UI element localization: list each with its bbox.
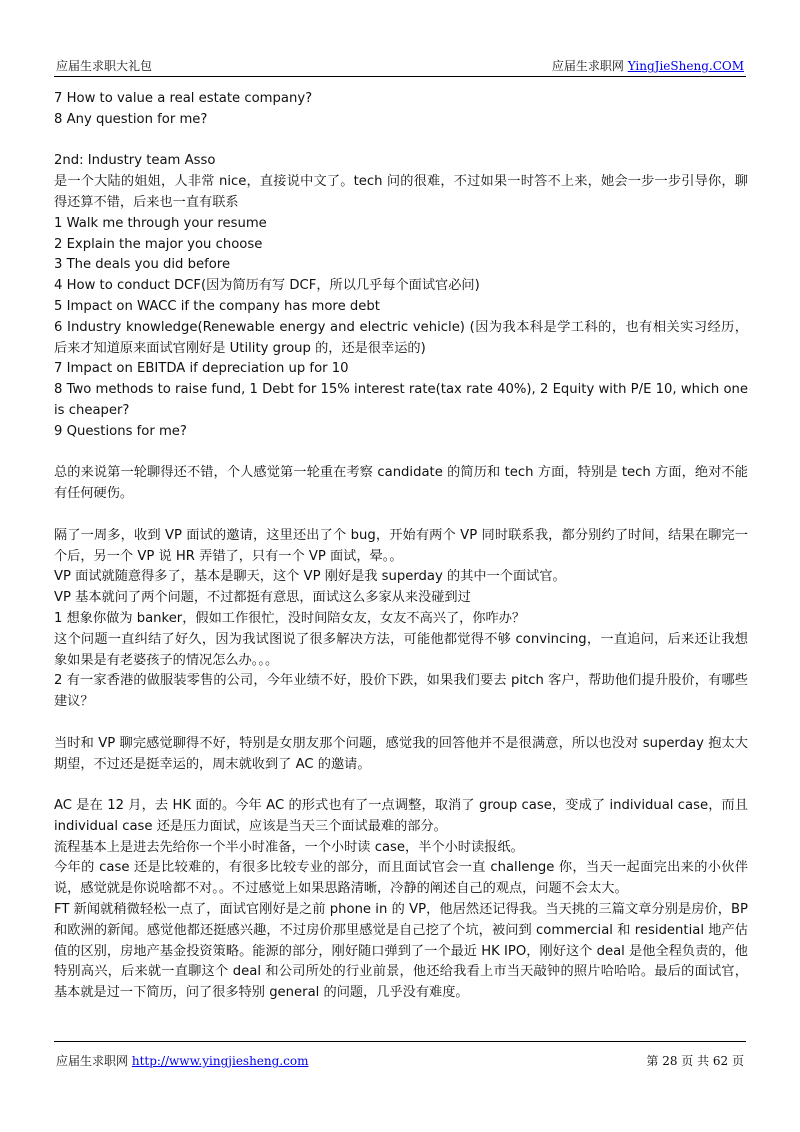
text-line: 总的来说第一轮聊得还不错，个人感觉第一轮重在考察 candidate 的简历和 tech 方面，特别是 tech 方面，绝对不能有任何硬伤。 xyxy=(54,465,748,502)
header-site-name: 应届生求职网 xyxy=(551,59,624,73)
footer-site-name: 应届生求职网 xyxy=(56,1054,129,1068)
paragraph-gap xyxy=(54,505,748,526)
paragraph-gap xyxy=(54,131,748,152)
text-line: 8 Any question for me? xyxy=(54,111,208,127)
text-line: 2nd: Industry team Asso xyxy=(54,153,216,169)
text-line: 今年的 case 还是比较难的，有很多比较专业的部分，而且面试官会一直 challenge 你，当天一起面完出来的小伙伴说，感觉就是你说啥都不对。。不过感觉上如果思路清晰，冷静的阐述自己的观点，问题不会太大。 xyxy=(54,860,748,897)
text-line: 这个问题一直纠结了好久，因为我试图说了很多解决方法，可能他都觉得不够 convincing，一直追问，后来还让我想象如果是有老婆孩子的情况怎么办。。。 xyxy=(54,631,748,668)
text-line: 流程基本上是进去先给你一个半小时准备，一个小时读 case，半个小时读报纸。 xyxy=(54,839,524,855)
footer-site-link[interactable]: http://www.yingjiesheng.com xyxy=(131,1054,309,1068)
text-line: 是一个大陆的姐姐，人非常 nice，直接说中文了。tech 问的很难，不过如果一时答不上来，她会一步一步引导你，聊得还算不错，后来也一直有联系 xyxy=(54,174,748,210)
paragraph-gap xyxy=(54,443,748,464)
text-line: 2 有一家香港的做服装零售的公司，今年业绩不好，股价下跌，如果我们要去 pitch 客户，帮助他们提升股价，有哪些建议？ xyxy=(54,673,748,710)
text-line: 1 Walk me through your resume xyxy=(54,215,267,231)
text-line: 当时和 VP 聊完感觉聊得不好，特别是女朋友那个问题，感觉我的回答他并不是很满意，所以也没对 superday 抱太大期望，不过还是挺幸运的，周末就收到了 AC 的邀请。 xyxy=(54,735,748,772)
text-line: FT 新闻就稍微轻松一点了，面试官刚好是之前 phone in 的 VP，他居然还记得我。当天挑的三篇文章分别是房价，BP 和欧洲的新闻。感觉他都还挺感兴趣，不过房价那里感觉是自己挖了个坑，被问到 commercial 和 residential 地产估值的区别，房地产基金投资策略。能源的部分，刚好随口弹到了一个最近 HK IPO，刚好这个 deal 是他全程负责的，他特别高兴，后来就一直聊这个 deal 和公司所处的行业前景，他还给我看上市当天敲钟的照片哈哈哈。最后的面试官，基本就是过一下简历，问了很多特别 general 的问题，几乎没有难度。 xyxy=(54,902,748,1001)
text-line: AC 是在 12 月，去 HK 面的。今年 AC 的形式也有了一点调整，取消了 group case，变成了 individual case，而且 individual case 还是压力面试，应该是当天三个面试最难的部分。 xyxy=(54,798,748,834)
page-header xyxy=(54,56,746,77)
text-line: 4 How to conduct DCF(因为简历有写 DCF，所以几乎每个面试官必问) xyxy=(54,278,480,294)
text-line: VP 面试就随意得多了，基本是聊天，这个 VP 刚好是我 superday 的其中一个面试官。 xyxy=(54,569,566,585)
header-title: 应届生求职大礼包 xyxy=(56,59,153,73)
header-site-link[interactable]: YingJieSheng.COM xyxy=(627,59,744,73)
paragraph-gap xyxy=(54,713,748,734)
text-line: 6 Industry knowledge(Renewable energy and electric vehicle) (因为我本科是学工科的，也有相关实习经历，后来才知道原来面试官刚好是 Utility group 的，还是很幸运的) xyxy=(54,319,748,356)
text-line: 1 想象你做为 banker，假如工作很忙，没时间陪女友，女友不高兴了，你咋办？ xyxy=(54,610,526,626)
text-line: 2 Explain the major you choose xyxy=(54,236,263,252)
text-line: 5 Impact on WACC if the company has more debt xyxy=(54,298,380,314)
text-line: 7 Impact on EBITDA if depreciation up for 10 xyxy=(54,361,349,377)
text-line: VP 基本就问了两个问题，不过都挺有意思，面试这么多家从来没碰到过 xyxy=(54,590,471,606)
page-number: 第 28 页 共 62 页 xyxy=(646,1054,744,1068)
text-line: 7 How to value a real estate company? xyxy=(54,91,313,106)
document-body xyxy=(54,89,748,1004)
text-line: 隔了一周多，收到 VP 面试的邀请，这里还出了个 bug，开始有两个 VP 同时联系我，都分别约了时间，结果在聊完一个后，另一个 VP 说 HR 弄错了，只有一个 VP 面试，晕。。 xyxy=(54,527,748,564)
page-footer xyxy=(54,1041,746,1076)
text-line: 8 Two methods to raise fund, 1 Debt for 15% interest rate(tax rate 40%), 2 Equity with P/E 10, which one is cheaper? xyxy=(54,382,748,418)
header-site xyxy=(552,57,744,74)
text-line: 9 Questions for me? xyxy=(54,423,187,439)
footer-site xyxy=(56,1052,308,1069)
paragraph-gap xyxy=(54,775,748,796)
text-line: 3 The deals you did before xyxy=(54,257,231,273)
